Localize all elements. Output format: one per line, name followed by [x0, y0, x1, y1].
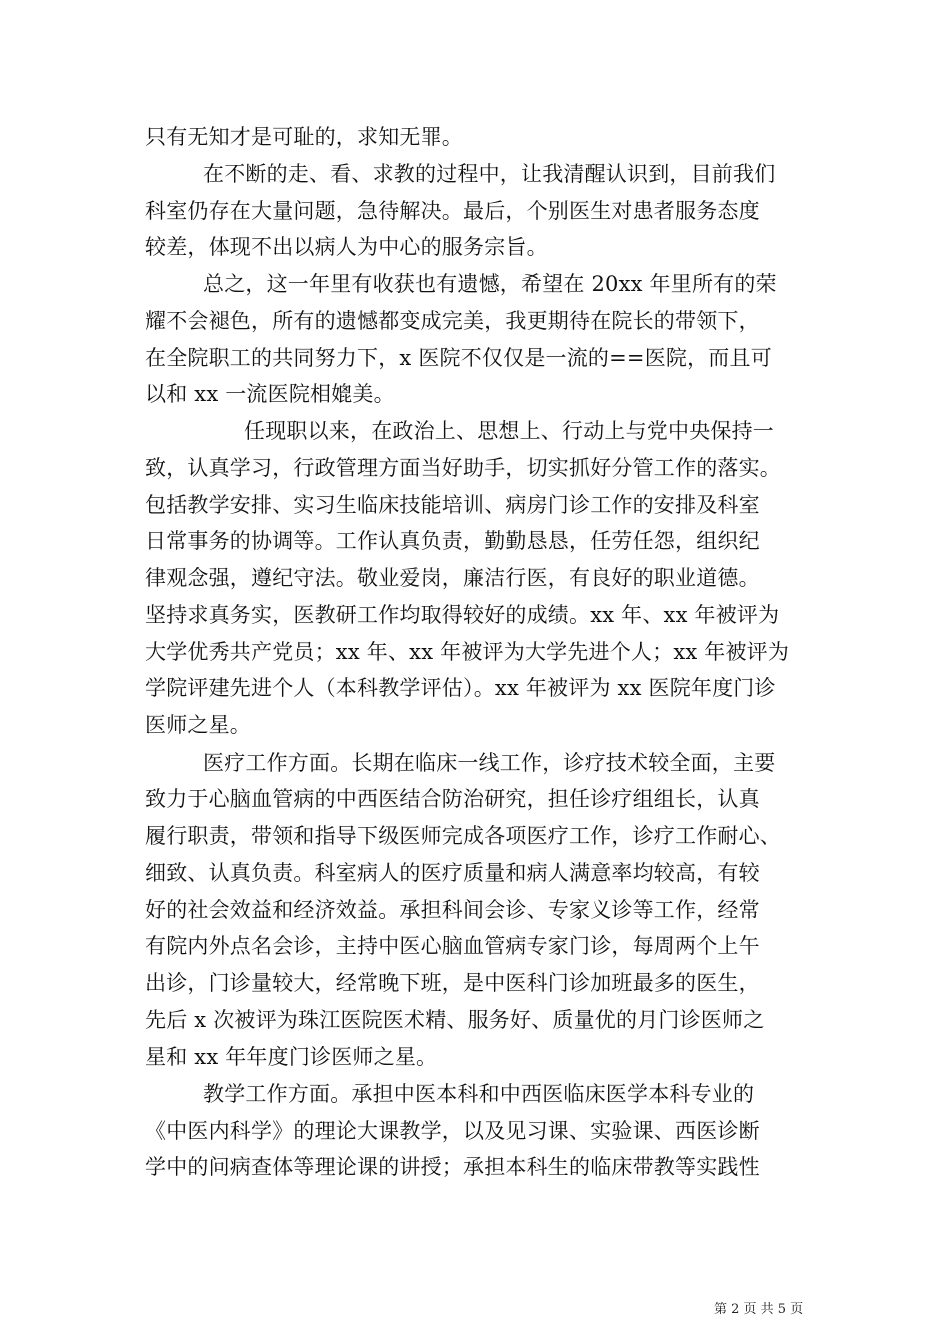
text-line: 教学工作方面。承担中医本科和中西医临床医学本科专业的: [203, 1082, 755, 1106]
text-line: 在全院职工的共同努力下，x 医院不仅仅是一流的==医院，而且可: [145, 346, 772, 370]
text-line: 医疗工作方面。长期在临床一线工作，诊疗技术较全面，主要: [203, 751, 776, 775]
text-line: 耀不会褪色，所有的遗憾都变成完美，我更期待在院长的带领下，: [145, 309, 760, 333]
text-line: 日常事务的协调等。工作认真负责，勤勤恳恳，任劳任怨，组织纪: [145, 529, 760, 553]
text-line: 任现职以来，在政治上、思想上、行动上与党中央保持一: [244, 419, 774, 443]
text-line: 在不断的走、看、求教的过程中，让我清醒认识到，目前我们: [203, 162, 776, 186]
text-line: 出诊，门诊量较大，经常晚下班，是中医科门诊加班最多的医生，: [145, 971, 760, 995]
text-line: 以和 xx 一流医院相媲美。: [145, 382, 395, 406]
text-line: 科室仍存在大量问题，急待解决。最后，个别医生对患者服务态度: [145, 199, 760, 223]
text-line: 学院评建先进个人（本科教学评估）。xx 年被评为 xx 医院年度门诊: [145, 676, 776, 700]
text-line: 好的社会效益和经济效益。承担科间会诊、专家义诊等工作，经常: [145, 898, 760, 922]
text-line: 细致、认真负责。科室病人的医疗质量和病人满意率均较高，有较: [145, 861, 760, 885]
text-line: 先后 x 次被评为珠江医院医术精、服务好、质量优的月门诊医师之: [145, 1008, 765, 1032]
text-line: 大学优秀共产党员；xx 年、xx 年被评为大学先进个人；xx 年被评为: [145, 640, 790, 664]
text-line: 坚持求真务实，医教研工作均取得较好的成绩。xx 年、xx 年被评为: [145, 603, 780, 627]
text-line: 总之，这一年里有收获也有遗憾，希望在 20xx 年里所有的荣: [203, 272, 777, 296]
text-line: 《中医内科学》的理论大课教学，以及见习课、实验课、西医诊断: [145, 1119, 760, 1143]
text-line: 较差，体现不出以病人为中心的服务宗旨。: [145, 235, 548, 259]
text-line: 医师之星。: [145, 713, 251, 737]
text-line: 学中的问病查体等理论课的讲授；承担本科生的临床带教等实践性: [145, 1155, 760, 1179]
text-line: 律观念强，遵纪守法。敬业爱岗，廉洁行医，有良好的职业道德。: [145, 566, 760, 590]
text-line: 星和 xx 年年度门诊医师之星。: [145, 1045, 438, 1069]
text-line: 致，认真学习，行政管理方面当好助手，切实抓好分管工作的落实。: [145, 456, 781, 480]
text-line: 有院内外点名会诊，主持中医心脑血管病专家门诊，每周两个上午: [145, 934, 760, 958]
page-number: 第 2 页 共 5 页: [714, 1302, 804, 1317]
text-line: 履行职责，带领和指导下级医师完成各项医疗工作，诊疗工作耐心、: [145, 824, 781, 848]
text-line: 只有无知才是可耻的，求知无罪。: [145, 125, 463, 149]
text-line: 包括教学安排、实习生临床技能培训、病房门诊工作的安排及科室: [145, 493, 760, 517]
text-line: 致力于心脑血管病的中西医结合防治研究，担任诊疗组组长，认真: [145, 787, 760, 811]
